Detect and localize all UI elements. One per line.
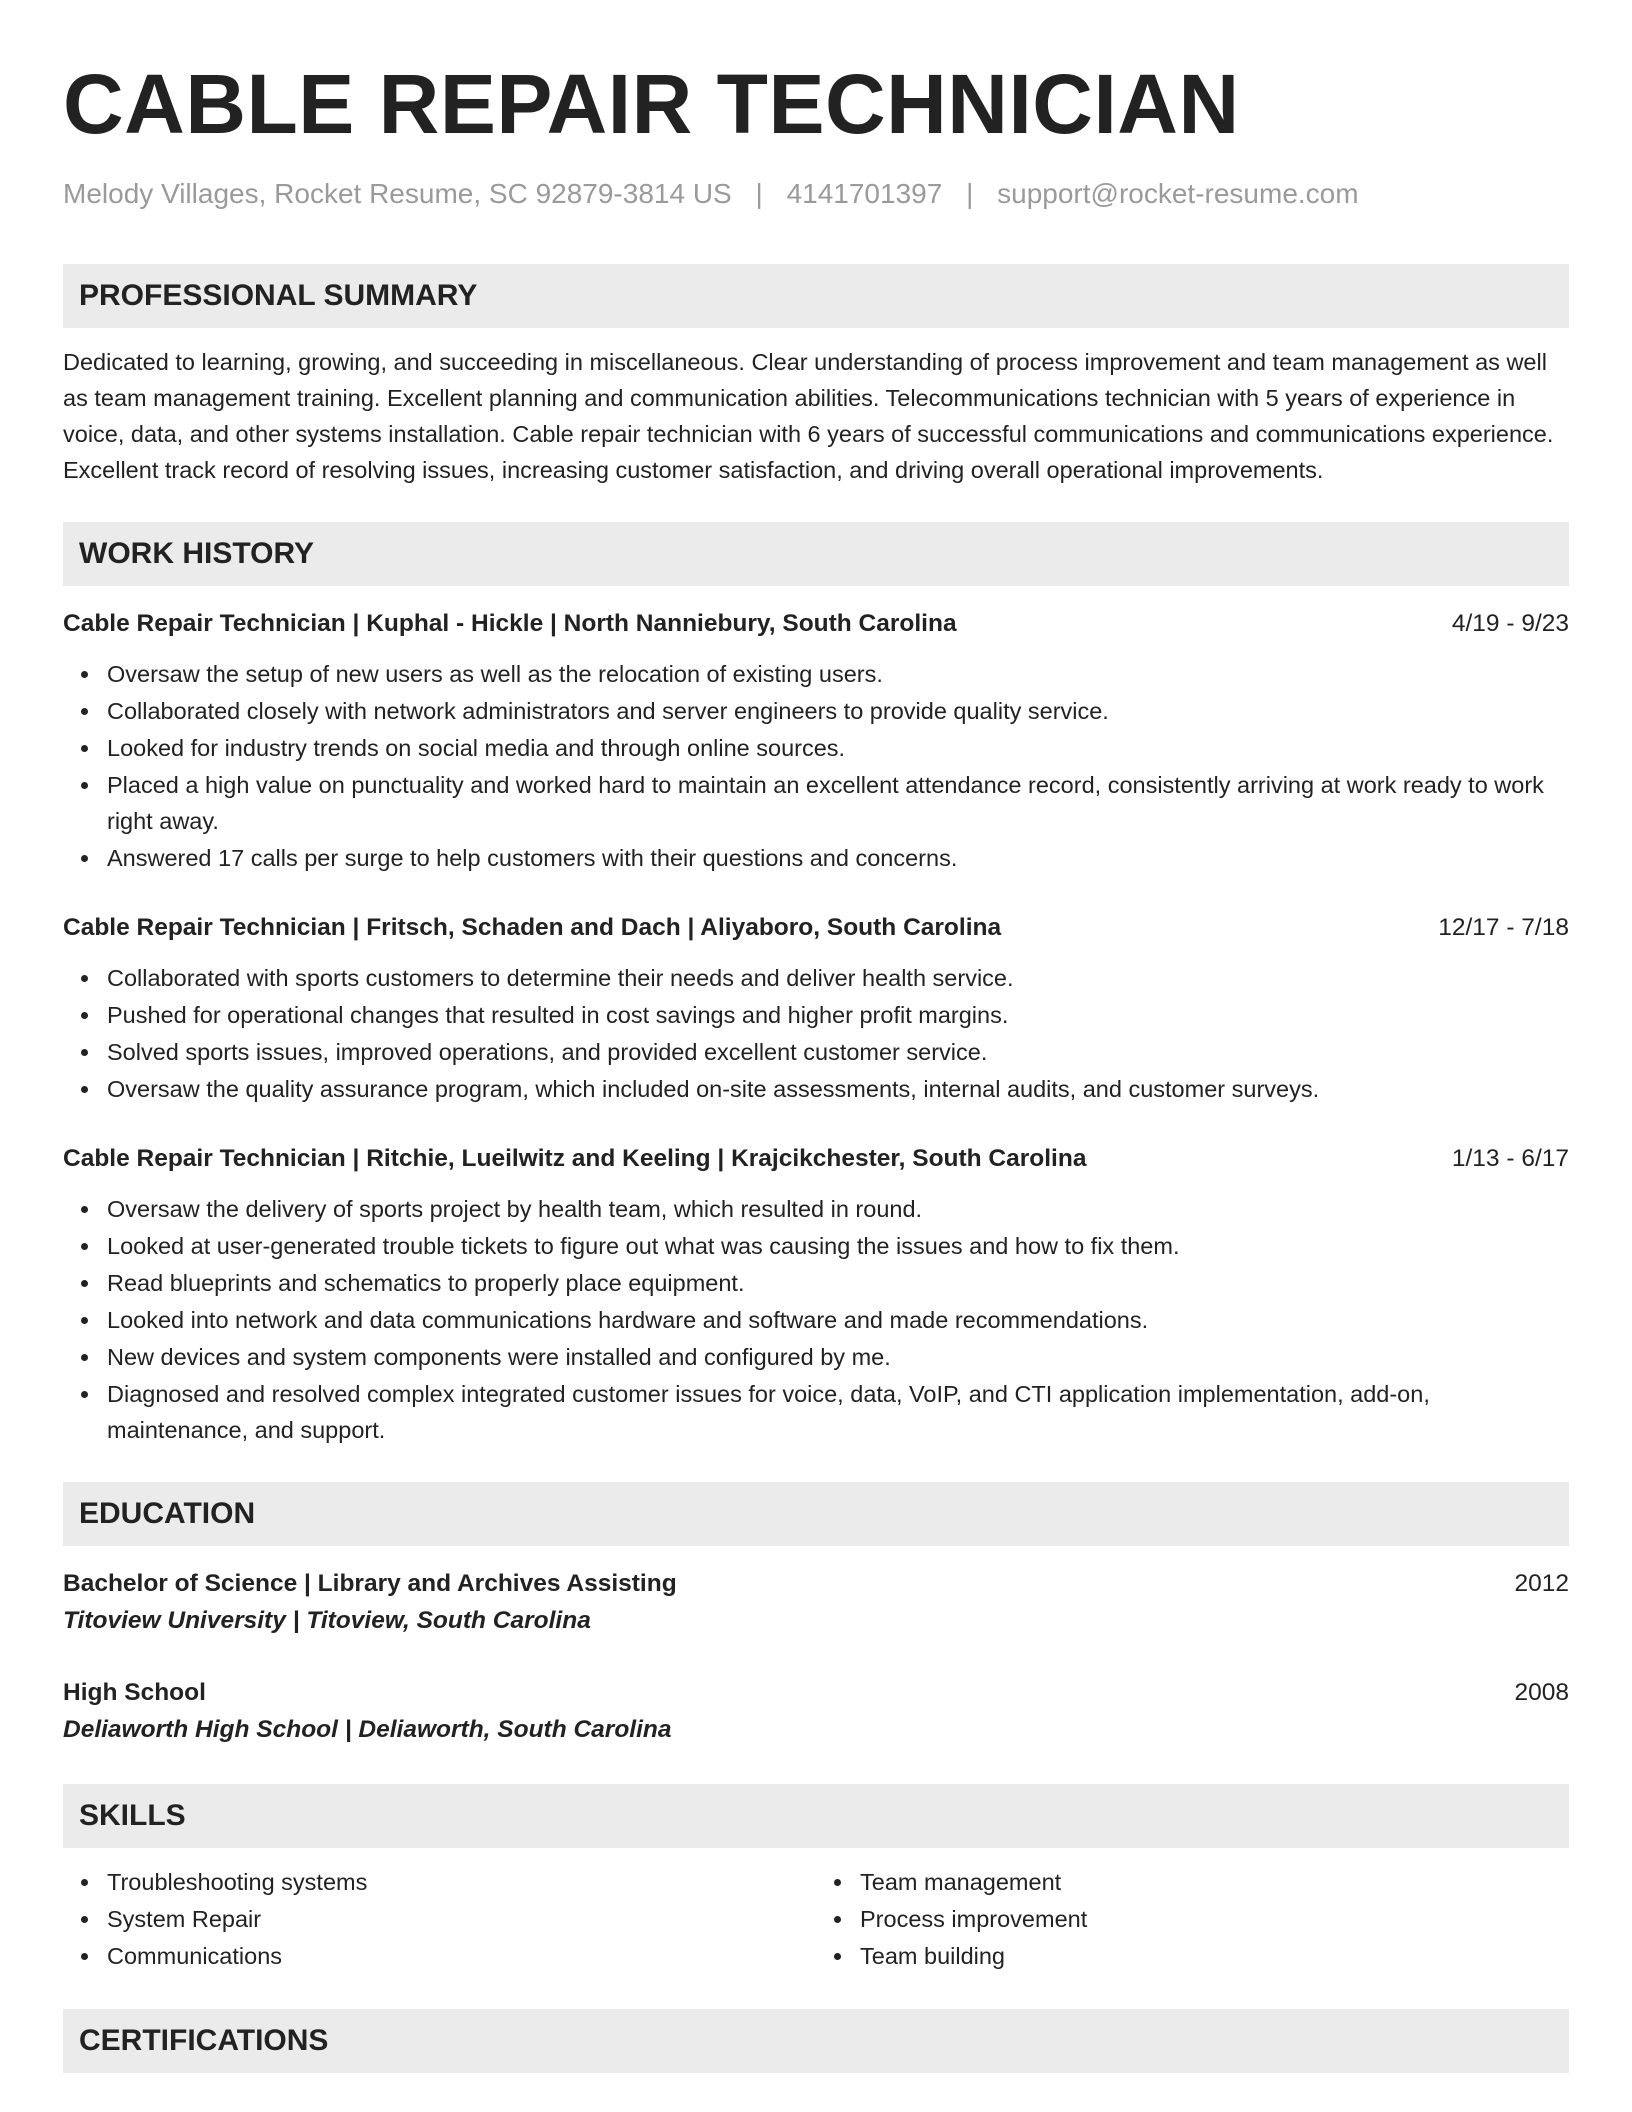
section-header-education: EDUCATION (63, 1482, 1569, 1546)
education-degree: High School (63, 1679, 206, 1706)
job-header (63, 1141, 1569, 1177)
list-item: Collaborated with sports customers to determine their needs and deliver health service. (107, 960, 1569, 996)
skills-columns (63, 1864, 1569, 1975)
section-header-summary: PROFESSIONAL SUMMARY (63, 264, 1569, 328)
list-item: Pushed for operational changes that resulted in cost savings and higher profit margins. (107, 997, 1569, 1033)
education-entry (63, 1675, 1569, 1748)
list-item: New devices and system components were installed and configured by me. (107, 1339, 1569, 1375)
list-item: Oversaw the delivery of sports project by health team, which resulted in round. (107, 1191, 1569, 1227)
contact-email: support@rocket-resume.com (997, 178, 1359, 209)
list-item: Looked into network and data communications hardware and software and made recommendations. (107, 1302, 1569, 1338)
list-item: Solved sports issues, improved operations, and provided excellent customer service. (107, 1034, 1569, 1070)
job-dates: 4/19 - 9/23 (1451, 610, 1569, 637)
list-item: System Repair (107, 1901, 816, 1937)
job-header (63, 606, 1569, 642)
list-item: Read blueprints and schematics to properly place equipment. (107, 1265, 1569, 1301)
list-item: Oversaw the setup of new users as well as the relocation of existing users. (107, 656, 1569, 692)
education-school: Deliaworth High School | Deliaworth, South Carolina (63, 1716, 672, 1743)
job-bullets (63, 960, 1569, 1107)
section-header-certifications: CERTIFICATIONS (63, 2009, 1569, 2073)
section-header-work-history: WORK HISTORY (63, 522, 1569, 586)
contact-address: Melody Villages, Rocket Resume, SC 92879-3814 US (63, 178, 732, 209)
job-entry (63, 606, 1569, 876)
contact-separator: | (966, 178, 974, 209)
education-degree: Bachelor of Science | Library and Archives Assisting (63, 1570, 677, 1597)
job-title: Cable Repair Technician | Kuphal - Hickle | North Nanniebury, South Carolina (63, 610, 957, 637)
job-title: Cable Repair Technician | Ritchie, Lueilwitz and Keeling | Krajcikchester, South Carolina (63, 1145, 1087, 1172)
education-year: 2008 (1514, 1679, 1569, 1706)
list-item: Process improvement (860, 1901, 1569, 1937)
list-item: Team management (860, 1864, 1569, 1900)
contact-line (63, 176, 1569, 212)
job-entry (63, 910, 1569, 1107)
list-item: Troubleshooting systems (107, 1864, 816, 1900)
job-dates: 1/13 - 6/17 (1451, 1145, 1569, 1172)
skills-list-left (63, 1864, 816, 1975)
job-bullets (63, 656, 1569, 876)
education-entry (63, 1566, 1569, 1639)
list-item: Placed a high value on punctuality and worked hard to maintain an excellent attendance record, consistently arriving at work ready to work right away. (107, 767, 1569, 839)
list-item: Communications (107, 1938, 816, 1974)
resume-title: CABLE REPAIR TECHNICIAN (63, 57, 1240, 151)
education-header (63, 1675, 1569, 1711)
education-header (63, 1566, 1569, 1602)
job-entry (63, 1141, 1569, 1448)
summary-text: Dedicated to learning, growing, and succeeding in miscellaneous. Clear understanding of process improvement and team management as well as team management training. Excellent planning and communication abilities. Telecommunications technician with 5 years of experience in voice, data, and other systems installation. Cable repair technician with 6 years of successful communications and communications experience. Excellent track record of resolving issues, increasing customer satisfaction, and driving overall operational improvements. (63, 349, 1554, 483)
job-header (63, 910, 1569, 946)
job-title: Cable Repair Technician | Fritsch, Schaden and Dach | Aliyaboro, South Carolina (63, 914, 1002, 941)
section-header-skills: SKILLS (63, 1784, 1569, 1848)
list-item: Diagnosed and resolved complex integrated customer issues for voice, data, VoIP, and CTI application implementation, add-on, maintenance, and support. (107, 1376, 1569, 1448)
job-bullets (63, 1191, 1569, 1448)
list-item: Answered 17 calls per surge to help customers with their questions and concerns. (107, 840, 1569, 876)
list-item: Oversaw the quality assurance program, which included on-site assessments, internal audits, and customer surveys. (107, 1071, 1569, 1107)
list-item: Looked for industry trends on social media and through online sources. (107, 730, 1569, 766)
list-item: Collaborated closely with network administrators and server engineers to provide quality service. (107, 693, 1569, 729)
education-year: 2012 (1514, 1570, 1569, 1597)
job-dates: 12/17 - 7/18 (1438, 914, 1569, 941)
contact-phone: 4141701397 (786, 178, 943, 209)
list-item: Team building (860, 1938, 1569, 1974)
list-item: Looked at user-generated trouble tickets to figure out what was causing the issues and how to fix them. (107, 1228, 1569, 1264)
skills-list-right (816, 1864, 1569, 1975)
education-school: Titoview University | Titoview, South Carolina (63, 1607, 591, 1634)
contact-separator: | (755, 178, 763, 209)
